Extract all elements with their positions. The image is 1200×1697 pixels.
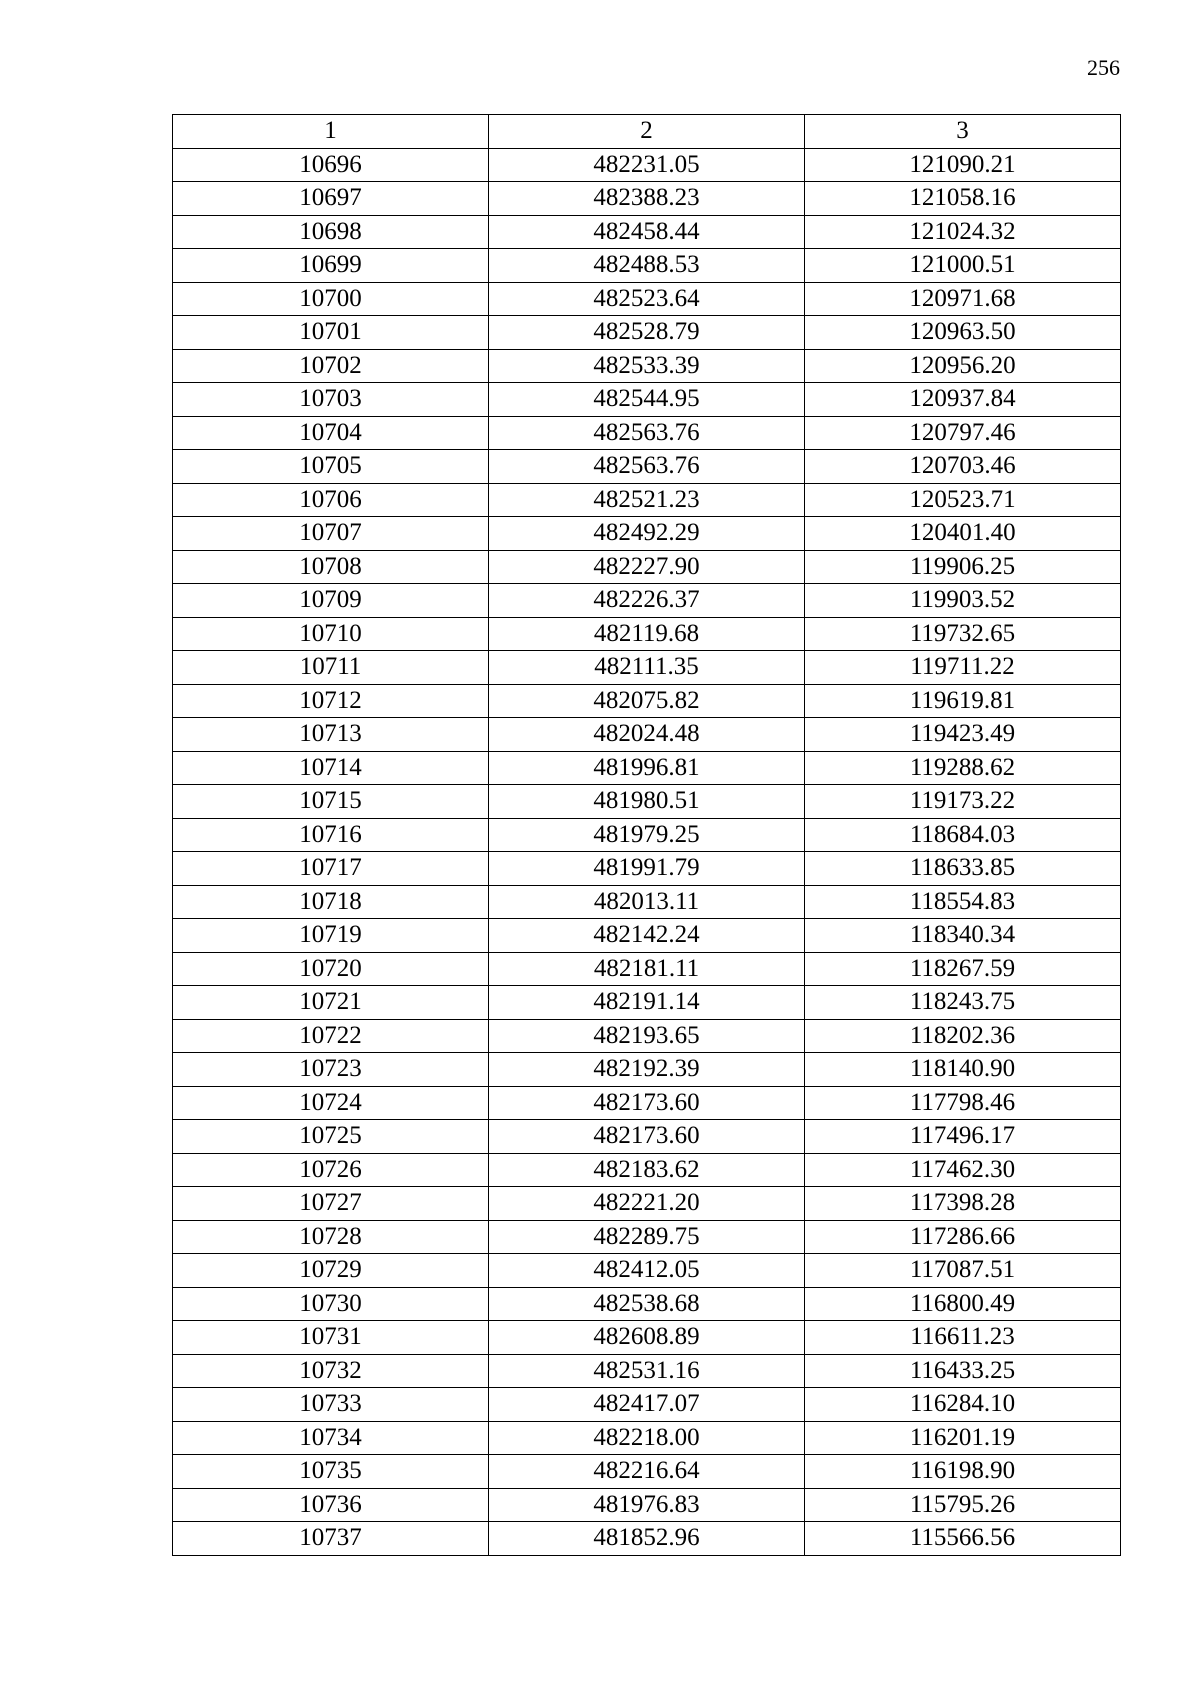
table-cell-col-3: 117798.46 <box>805 1086 1121 1120</box>
table-cell-col-2: 482412.05 <box>489 1254 805 1288</box>
table-cell-col-3: 118202.36 <box>805 1019 1121 1053</box>
table-cell-col-2: 482173.60 <box>489 1086 805 1120</box>
table-cell-col-2: 482492.29 <box>489 517 805 551</box>
column-header-3: 3 <box>805 115 1121 149</box>
table-cell-col-2: 482563.76 <box>489 450 805 484</box>
coordinates-table <box>172 114 1121 1556</box>
table-header <box>173 115 1121 149</box>
table-row <box>173 1455 1121 1489</box>
table-cell-col-3: 117286.66 <box>805 1220 1121 1254</box>
table-row <box>173 617 1121 651</box>
table-cell-col-3: 121090.21 <box>805 148 1121 182</box>
table-cell-col-2: 482531.16 <box>489 1354 805 1388</box>
table-cell-col-1: 10696 <box>173 148 489 182</box>
table-row <box>173 885 1121 919</box>
table-cell-col-3: 121058.16 <box>805 182 1121 216</box>
table-cell-col-3: 121024.32 <box>805 215 1121 249</box>
table-cell-col-2: 482226.37 <box>489 584 805 618</box>
table-cell-col-1: 10720 <box>173 952 489 986</box>
table-row <box>173 1421 1121 1455</box>
table-cell-col-3: 121000.51 <box>805 249 1121 283</box>
table-cell-col-3: 119423.49 <box>805 718 1121 752</box>
table-cell-col-1: 10727 <box>173 1187 489 1221</box>
table-cell-col-1: 10712 <box>173 684 489 718</box>
table-row <box>173 1522 1121 1556</box>
table-cell-col-3: 120703.46 <box>805 450 1121 484</box>
table-cell-col-2: 481991.79 <box>489 852 805 886</box>
table-cell-col-3: 119173.22 <box>805 785 1121 819</box>
table-row <box>173 282 1121 316</box>
table-cell-col-3: 115795.26 <box>805 1488 1121 1522</box>
table-cell-col-3: 120937.84 <box>805 383 1121 417</box>
table-cell-col-1: 10736 <box>173 1488 489 1522</box>
table-cell-col-2: 482488.53 <box>489 249 805 283</box>
column-header-2: 2 <box>489 115 805 149</box>
table-row <box>173 952 1121 986</box>
table-cell-col-3: 118140.90 <box>805 1053 1121 1087</box>
table-cell-col-1: 10723 <box>173 1053 489 1087</box>
table-cell-col-3: 119903.52 <box>805 584 1121 618</box>
table-cell-col-2: 482458.44 <box>489 215 805 249</box>
table-cell-col-2: 481852.96 <box>489 1522 805 1556</box>
table-cell-col-2: 482193.65 <box>489 1019 805 1053</box>
table-row <box>173 919 1121 953</box>
table-cell-col-2: 481980.51 <box>489 785 805 819</box>
table-cell-col-3: 119288.62 <box>805 751 1121 785</box>
table-cell-col-3: 119732.65 <box>805 617 1121 651</box>
table-cell-col-1: 10706 <box>173 483 489 517</box>
table-row <box>173 349 1121 383</box>
table-cell-col-3: 118554.83 <box>805 885 1121 919</box>
table-cell-col-2: 482289.75 <box>489 1220 805 1254</box>
table-cell-col-2: 482111.35 <box>489 651 805 685</box>
table-cell-col-1: 10697 <box>173 182 489 216</box>
table-cell-col-1: 10707 <box>173 517 489 551</box>
table-cell-col-2: 481976.83 <box>489 1488 805 1522</box>
table-cell-col-3: 120401.40 <box>805 517 1121 551</box>
table-cell-col-2: 482181.11 <box>489 952 805 986</box>
table-row <box>173 852 1121 886</box>
table-cell-col-2: 482388.23 <box>489 182 805 216</box>
table-row <box>173 584 1121 618</box>
table-cell-col-2: 482218.00 <box>489 1421 805 1455</box>
table-row <box>173 718 1121 752</box>
table-cell-col-1: 10702 <box>173 349 489 383</box>
table-row <box>173 1086 1121 1120</box>
table-cell-col-3: 120523.71 <box>805 483 1121 517</box>
page-number: 256 <box>1087 55 1120 80</box>
table-row <box>173 483 1121 517</box>
table-row <box>173 1354 1121 1388</box>
table-cell-col-3: 116201.19 <box>805 1421 1121 1455</box>
table-row <box>173 517 1121 551</box>
table-cell-col-1: 10715 <box>173 785 489 819</box>
table-cell-col-1: 10699 <box>173 249 489 283</box>
table-cell-col-2: 482221.20 <box>489 1187 805 1221</box>
table-cell-col-2: 482119.68 <box>489 617 805 651</box>
table-cell-col-3: 117398.28 <box>805 1187 1121 1221</box>
table-row <box>173 1019 1121 1053</box>
table-cell-col-2: 482231.05 <box>489 148 805 182</box>
table-cell-col-1: 10701 <box>173 316 489 350</box>
table-row <box>173 818 1121 852</box>
table-cell-col-2: 482533.39 <box>489 349 805 383</box>
table-cell-col-3: 120956.20 <box>805 349 1121 383</box>
table-cell-col-1: 10728 <box>173 1220 489 1254</box>
table-cell-col-3: 119619.81 <box>805 684 1121 718</box>
table-row <box>173 751 1121 785</box>
table-cell-col-1: 10717 <box>173 852 489 886</box>
table-cell-col-1: 10734 <box>173 1421 489 1455</box>
table-row <box>173 148 1121 182</box>
table-cell-col-1: 10725 <box>173 1120 489 1154</box>
table-cell-col-3: 120797.46 <box>805 416 1121 450</box>
table-cell-col-1: 10703 <box>173 383 489 417</box>
table-cell-col-2: 482563.76 <box>489 416 805 450</box>
table-cell-col-1: 10733 <box>173 1388 489 1422</box>
table-cell-col-1: 10710 <box>173 617 489 651</box>
table-row <box>173 450 1121 484</box>
table-row <box>173 1254 1121 1288</box>
table-cell-col-1: 10731 <box>173 1321 489 1355</box>
table-cell-col-2: 482521.23 <box>489 483 805 517</box>
table-cell-col-1: 10709 <box>173 584 489 618</box>
table-cell-col-2: 482183.62 <box>489 1153 805 1187</box>
table-cell-col-3: 117087.51 <box>805 1254 1121 1288</box>
table-row <box>173 1488 1121 1522</box>
table-cell-col-1: 10704 <box>173 416 489 450</box>
table-row <box>173 215 1121 249</box>
table-row <box>173 550 1121 584</box>
table-cell-col-1: 10732 <box>173 1354 489 1388</box>
table-cell-col-3: 116611.23 <box>805 1321 1121 1355</box>
table-row <box>173 684 1121 718</box>
column-header-1: 1 <box>173 115 489 149</box>
table-cell-col-3: 116198.90 <box>805 1455 1121 1489</box>
table-cell-col-1: 10705 <box>173 450 489 484</box>
table-cell-col-1: 10716 <box>173 818 489 852</box>
table-cell-col-3: 116284.10 <box>805 1388 1121 1422</box>
table-cell-col-1: 10726 <box>173 1153 489 1187</box>
table-row <box>173 1120 1121 1154</box>
table-cell-col-2: 482216.64 <box>489 1455 805 1489</box>
table-cell-col-2: 482608.89 <box>489 1321 805 1355</box>
table-cell-col-3: 116800.49 <box>805 1287 1121 1321</box>
table-cell-col-3: 120963.50 <box>805 316 1121 350</box>
table-cell-col-1: 10713 <box>173 718 489 752</box>
table-cell-col-2: 482013.11 <box>489 885 805 919</box>
table-cell-col-1: 10724 <box>173 1086 489 1120</box>
table-cell-col-2: 481979.25 <box>489 818 805 852</box>
table-cell-col-1: 10708 <box>173 550 489 584</box>
table-cell-col-1: 10737 <box>173 1522 489 1556</box>
table-cell-col-2: 481996.81 <box>489 751 805 785</box>
table-cell-col-1: 10718 <box>173 885 489 919</box>
table-cell-col-3: 117496.17 <box>805 1120 1121 1154</box>
table-cell-col-1: 10729 <box>173 1254 489 1288</box>
table-body <box>173 148 1121 1555</box>
table-cell-col-2: 482417.07 <box>489 1388 805 1422</box>
table-row <box>173 1053 1121 1087</box>
table-row <box>173 651 1121 685</box>
table-cell-col-1: 10721 <box>173 986 489 1020</box>
table-cell-col-3: 118267.59 <box>805 952 1121 986</box>
table-cell-col-2: 482142.24 <box>489 919 805 953</box>
header-row <box>173 115 1121 149</box>
table-cell-col-3: 118243.75 <box>805 986 1121 1020</box>
table-cell-col-2: 482192.39 <box>489 1053 805 1087</box>
table-row <box>173 416 1121 450</box>
table-cell-col-3: 117462.30 <box>805 1153 1121 1187</box>
table-cell-col-1: 10711 <box>173 651 489 685</box>
table-cell-col-3: 115566.56 <box>805 1522 1121 1556</box>
table-row <box>173 1321 1121 1355</box>
table-row <box>173 182 1121 216</box>
table-row <box>173 1287 1121 1321</box>
table-row <box>173 785 1121 819</box>
table-cell-col-1: 10698 <box>173 215 489 249</box>
table-cell-col-3: 118340.34 <box>805 919 1121 953</box>
table-row <box>173 249 1121 283</box>
table-row <box>173 316 1121 350</box>
table-cell-col-1: 10722 <box>173 1019 489 1053</box>
table-cell-col-3: 116433.25 <box>805 1354 1121 1388</box>
table-cell-col-3: 118684.03 <box>805 818 1121 852</box>
table-cell-col-2: 482227.90 <box>489 550 805 584</box>
table-cell-col-3: 119906.25 <box>805 550 1121 584</box>
table-cell-col-2: 482528.79 <box>489 316 805 350</box>
table-cell-col-3: 119711.22 <box>805 651 1121 685</box>
table-cell-col-1: 10700 <box>173 282 489 316</box>
table-cell-col-2: 482538.68 <box>489 1287 805 1321</box>
table-row <box>173 986 1121 1020</box>
table-row <box>173 1220 1121 1254</box>
table-cell-col-2: 482173.60 <box>489 1120 805 1154</box>
table-row <box>173 1187 1121 1221</box>
table-cell-col-2: 482075.82 <box>489 684 805 718</box>
table-cell-col-2: 482024.48 <box>489 718 805 752</box>
table-cell-col-1: 10730 <box>173 1287 489 1321</box>
table-row <box>173 1388 1121 1422</box>
table-row <box>173 383 1121 417</box>
table-row <box>173 1153 1121 1187</box>
table-cell-col-2: 482523.64 <box>489 282 805 316</box>
table-cell-col-1: 10714 <box>173 751 489 785</box>
table-cell-col-1: 10735 <box>173 1455 489 1489</box>
table-cell-col-3: 118633.85 <box>805 852 1121 886</box>
table-cell-col-3: 120971.68 <box>805 282 1121 316</box>
table-cell-col-1: 10719 <box>173 919 489 953</box>
table-cell-col-2: 482191.14 <box>489 986 805 1020</box>
table-cell-col-2: 482544.95 <box>489 383 805 417</box>
